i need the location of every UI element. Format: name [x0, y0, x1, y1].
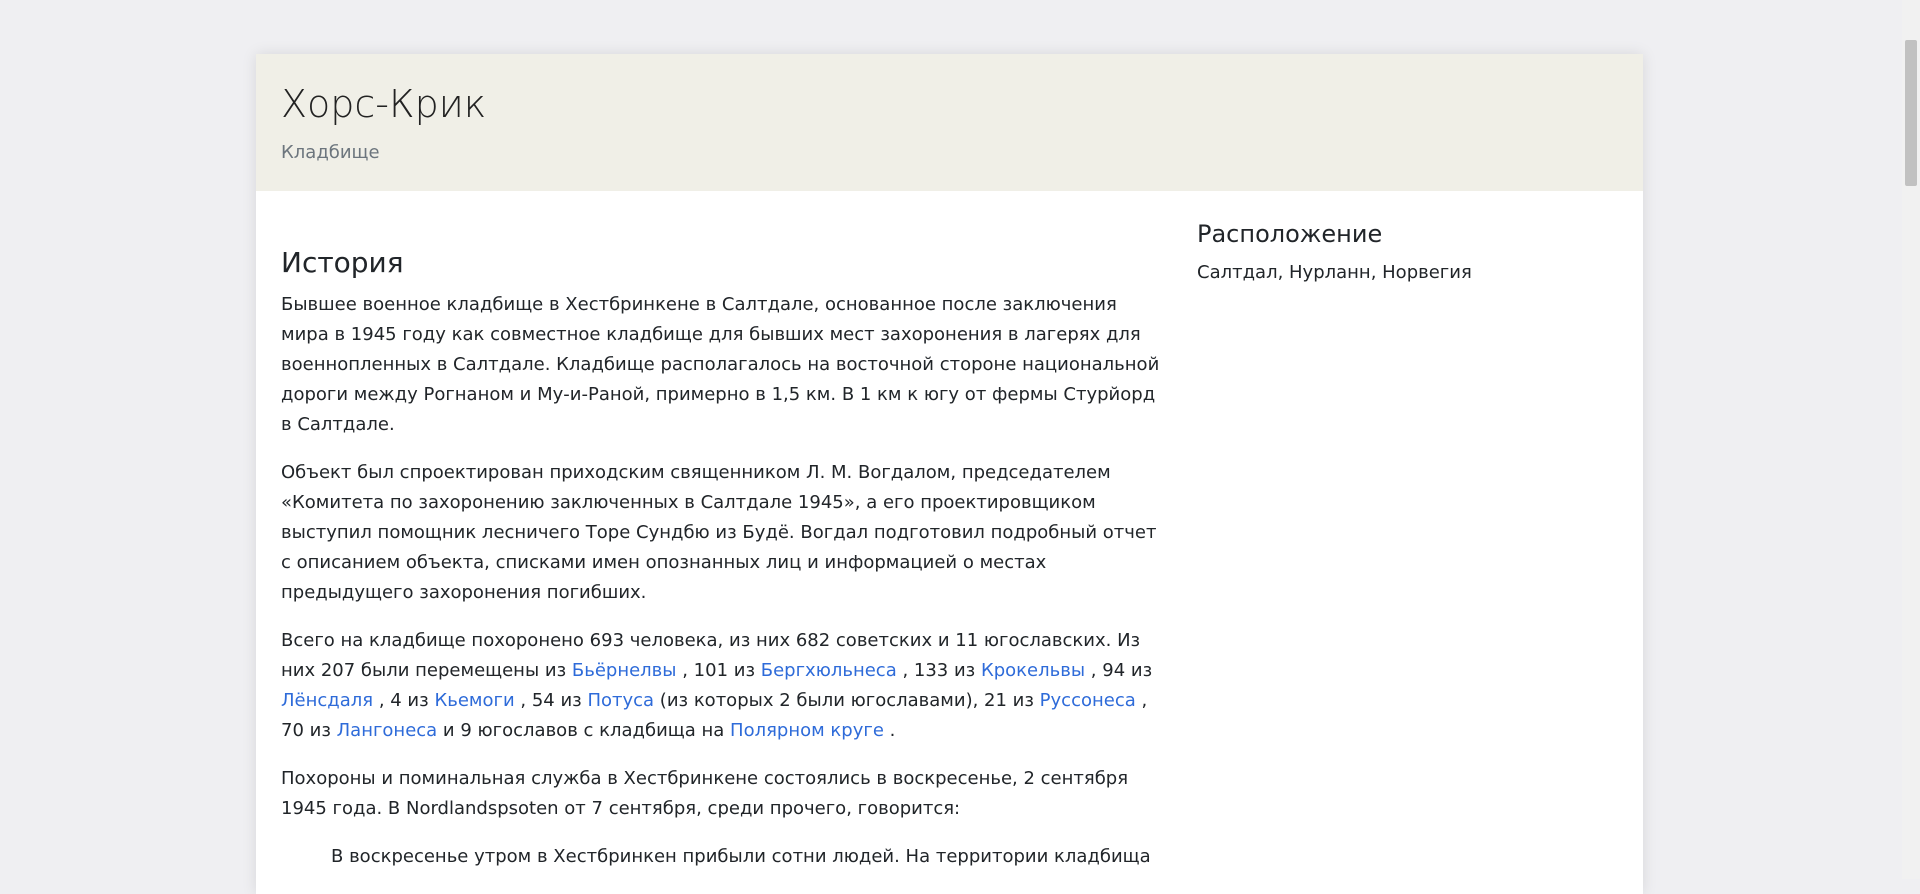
p3-text-5: , 4 из: [373, 690, 435, 711]
link-krokelva[interactable]: Крокельвы: [980, 660, 1086, 681]
history-paragraph-1: Бывшее военное кладбище в Хестбринкене в Салтдале, основанное после заключения мира в 1945 году как совместное кладбище для бывших мест захоронения в лагерях для военнопленных в Салтдале. Кладбище располагалось на восточной стороне национальной дороги между Рогнаном и Му-и-Раной, примерно в 1,5 км. В 1 км к югу от фермы Стурйорд в Салтдале.: [281, 294, 1160, 435]
link-kjemaga[interactable]: Кьемоги: [434, 690, 515, 711]
p3-text-7: (из которых 2 были югославами), 21 из: [654, 690, 1040, 711]
history-quote: В воскресенье утром в Хестбринкен прибыли сотни людей. На территории кладбища: [331, 846, 1151, 867]
sidebar: [1197, 218, 1617, 286]
p3-text-1: Всего на кладбище похоронено 693 человека, из них 682 советских и 11 югославских. Из них 207 были перемещены из: [281, 630, 1141, 681]
location-text: Салтдал, Нурланн, Норвегия: [1197, 262, 1472, 283]
link-polar-circle[interactable]: Полярном круге: [730, 720, 884, 741]
main-column: [281, 191, 1163, 872]
history-heading: История: [281, 246, 404, 279]
history-paragraph-2: Объект был спроектирован приходским священником Л. М. Вогдалом, председателем «Комитета по захоронению заключенных в Салтдале 1945», а его проектировщиком выступил помощник лесничего Торе Сундбю из Будё. Вогдал подготовил подробный отчет с описанием объекта, списками имен опознанных лиц и информацией о местах предыдущего захоронения погибших.: [281, 462, 1157, 603]
link-lonsdal[interactable]: Лёнсдаля: [281, 690, 374, 711]
page-subtitle: Кладбище: [281, 142, 380, 163]
link-berghulnes[interactable]: Бергхюльнеса: [760, 660, 897, 681]
page-header: [256, 54, 1643, 191]
page-title: Хорс-Крик: [281, 82, 487, 126]
p3-text-3: , 133 из: [896, 660, 981, 681]
p3-text-6: , 54 из: [514, 690, 588, 711]
p3-text-8: , 70 из: [281, 690, 1148, 741]
page-scrollbar[interactable]: [1902, 0, 1920, 879]
link-bjornelva[interactable]: Бьёрнелвы: [571, 660, 677, 681]
history-paragraph-3: [281, 626, 1163, 746]
location-heading: Расположение: [1197, 220, 1383, 248]
p3-text-9: и 9 югославов с кладбища на: [437, 720, 731, 741]
p3-text-2: , 101 из: [676, 660, 761, 681]
p3-text-4: , 94 из: [1085, 660, 1153, 681]
link-russones[interactable]: Руссонеса: [1039, 690, 1136, 711]
p3-text-10: .: [883, 720, 896, 741]
link-potus[interactable]: Потуса: [587, 690, 655, 711]
link-langones[interactable]: Лангонеса: [336, 720, 438, 741]
scrollbar-thumb[interactable]: [1905, 40, 1917, 186]
history-paragraph-4: Похороны и поминальная служба в Хестбринкене состоялись в воскресенье, 2 сентября 1945 года. В Nordlandspsoten от 7 сентября, среди прочего, говорится:: [281, 768, 1129, 819]
page-card: [256, 54, 1643, 894]
